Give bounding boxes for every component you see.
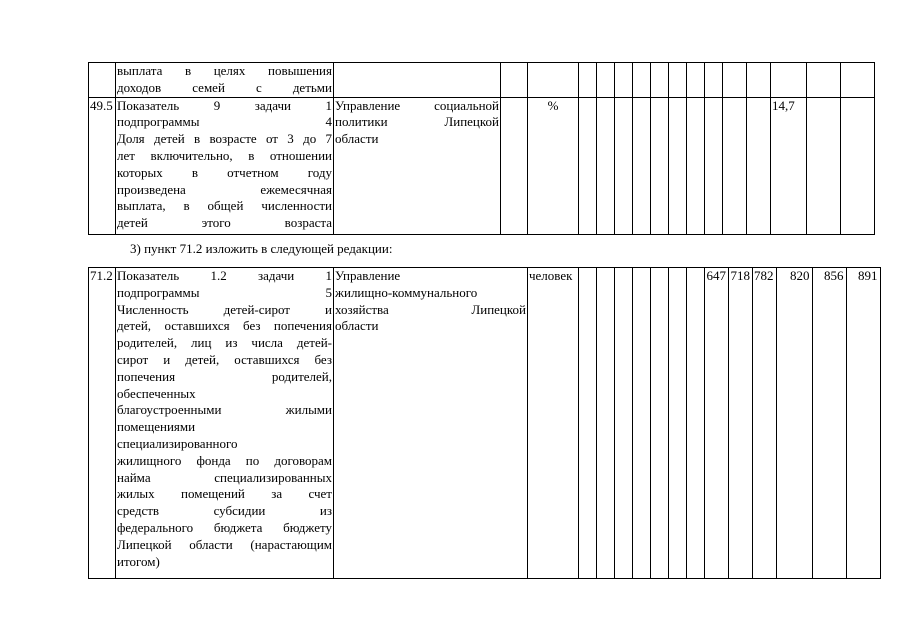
value-cell	[687, 97, 705, 234]
value-cell	[615, 268, 633, 579]
responsible-cell	[334, 63, 501, 98]
value-cell	[669, 97, 687, 234]
indicator-description: Показатель 9 задачи 1 подпрограммы 4 Доля детей в возрасте от 3 до 7 лет включительно, в отношении которых в отчетном году произведена ежемесячная выплата, в общей численности детей этого возраста	[116, 97, 334, 234]
value-cell	[669, 268, 687, 579]
indicator-description	[116, 63, 334, 98]
row-number: 49.5	[89, 97, 116, 234]
value-cell	[579, 268, 597, 579]
desc-line: выплата в целях повышения	[117, 63, 332, 78]
indicator-table-top	[88, 62, 875, 235]
value-cell: 782	[753, 268, 777, 579]
row-number: 71.2	[89, 268, 116, 579]
unit-of-measure: %	[528, 97, 579, 234]
value-cell	[615, 97, 633, 234]
desc-line: доходов семей с детьми	[117, 79, 332, 95]
value-cell: 820	[776, 268, 812, 579]
value-cell: 856	[812, 268, 846, 579]
value-cell	[723, 97, 747, 234]
value-cell	[651, 97, 669, 234]
row-number-cell	[89, 63, 116, 98]
value-cell	[705, 97, 723, 234]
indicator-description: Показатель 1.2 задачи 1 подпрограммы 5 Численность детей-сирот и детей, оставшихся без попечения родителей, лиц из числа детей- сирот и детей, оставшихся без попечения родителей, обеспеченных благоустроенными жилыми помещениями специализированного жилищного фонда по договорам найма специализированных жилых помещений за счет средств субсидии из федерального бюджета бюджету Липецкой области (нарастающим итогом)	[116, 268, 334, 579]
value-cell	[597, 97, 615, 234]
amendment-text: 3) пункт 71.2 изложить в следующей редакции:	[130, 241, 393, 256]
value-cell	[807, 97, 841, 234]
value-cell	[579, 97, 597, 234]
value-cell	[597, 268, 615, 579]
value-cell: 891	[846, 268, 880, 579]
value-cell: 718	[729, 268, 753, 579]
value-cell	[747, 97, 771, 234]
indicator-table-bottom	[88, 267, 881, 579]
value-cell	[633, 268, 651, 579]
value-cell: 647	[705, 268, 729, 579]
table-row	[89, 63, 875, 98]
responsible-executor: Управление социальной политики Липецкой области	[334, 97, 501, 234]
table-row	[89, 268, 881, 579]
unit-of-measure: человек	[528, 268, 579, 579]
value-cell	[841, 97, 875, 234]
unit-cell	[528, 63, 579, 98]
value-cell: 14,7	[771, 97, 807, 234]
value-cell	[651, 268, 669, 579]
table-row	[89, 97, 875, 234]
responsible-executor: Управление жилищно-коммунального хозяйства Липецкой области	[334, 268, 528, 579]
value-cell	[687, 268, 705, 579]
value-cell	[633, 97, 651, 234]
